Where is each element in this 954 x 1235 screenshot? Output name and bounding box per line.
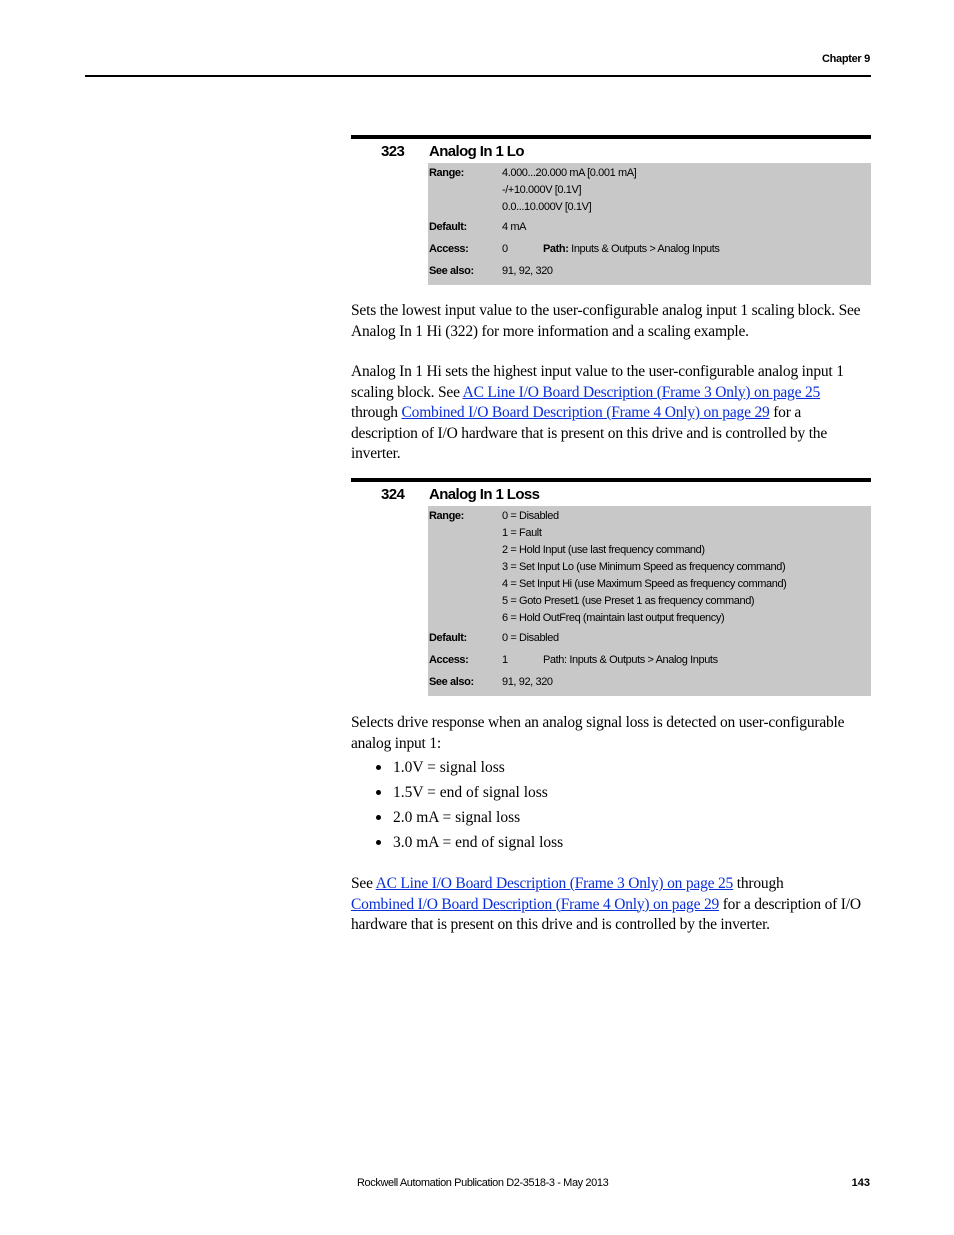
bullet-list bbox=[351, 755, 871, 855]
param-info-box bbox=[428, 163, 871, 285]
list-item-text: 1.0V = signal loss bbox=[393, 758, 505, 776]
access-label: Access: bbox=[429, 654, 469, 666]
paragraph-text: for a description of I/O hardware that is present on this drive and is controlled by the inverter. bbox=[351, 895, 861, 933]
access-row bbox=[428, 649, 871, 671]
link-combined-io[interactable]: Combined I/O Board Description (Frame 4 Only) on page 29 bbox=[401, 404, 770, 421]
range-line: 4 = Set Input Hi (use Maximum Speed as frequency command) bbox=[502, 578, 787, 590]
list-item-text: 2.0 mA = signal loss bbox=[393, 808, 521, 826]
param-324-block bbox=[351, 478, 871, 696]
range-row bbox=[428, 508, 871, 627]
range-line: 2 = Hold Input (use last frequency command) bbox=[502, 544, 705, 556]
list-item-text: 1.5V = end of signal loss bbox=[393, 783, 548, 801]
see-also-value: 91, 92, 320 bbox=[502, 265, 553, 277]
param-name: Analog In 1 Lo bbox=[429, 142, 524, 160]
see-also-label: See also: bbox=[429, 676, 474, 688]
access-value: 1 bbox=[502, 654, 508, 666]
paragraph-text: for a description of I/O hardware that is present on this drive and is controlled by the inverter. bbox=[351, 404, 828, 462]
paragraph-text: Sets the lowest input value to the user-configurable analog input 1 scaling block. See Analog In 1 Hi (322) for more information and a scaling example. bbox=[351, 302, 861, 340]
param-323-block bbox=[351, 135, 871, 285]
bullet-icon bbox=[376, 790, 381, 795]
range-line: 0 = Disabled bbox=[502, 510, 559, 522]
link-combined-io[interactable]: Combined I/O Board Description (Frame 4 Only) on page 29 bbox=[351, 895, 720, 913]
description-paragraph bbox=[351, 362, 871, 465]
description-paragraph bbox=[351, 301, 871, 342]
range-line: 1 = Fault bbox=[502, 527, 542, 539]
range-line: 3 = Set Input Lo (use Minimum Speed as frequency command) bbox=[502, 561, 786, 573]
list-item bbox=[351, 805, 871, 830]
range-line: 0.0...10.000V [0.1V] bbox=[502, 201, 592, 213]
access-label: Access: bbox=[429, 243, 469, 255]
see-also-label: See also: bbox=[429, 265, 474, 277]
see-also-value: 91, 92, 320 bbox=[502, 676, 553, 688]
param-name: Analog In 1 Loss bbox=[429, 485, 540, 503]
link-ac-line-io[interactable]: AC Line I/O Board Description (Frame 3 Only) on page 25 bbox=[462, 383, 821, 401]
description-paragraph bbox=[351, 713, 871, 754]
link-ac-line-io[interactable]: AC Line I/O Board Description (Frame 3 Only) on page 25 bbox=[375, 875, 734, 892]
paragraph-text: Selects drive response when an analog signal loss is detected on user-configurable analog input 1: bbox=[351, 714, 845, 752]
page-number: 143 bbox=[851, 1177, 870, 1189]
range-line: -/+10.000V [0.1V] bbox=[502, 184, 582, 196]
default-value: 4 mA bbox=[502, 221, 527, 233]
default-label: Default: bbox=[429, 632, 467, 644]
access-value: 0 bbox=[502, 243, 508, 255]
default-value: 0 = Disabled bbox=[502, 632, 559, 644]
list-item bbox=[351, 830, 871, 855]
range-line: 4.000...20.000 mA [0.001 mA] bbox=[502, 167, 637, 179]
path-label: Path: bbox=[543, 243, 569, 255]
default-label: Default: bbox=[429, 221, 467, 233]
default-row bbox=[428, 216, 871, 238]
list-item bbox=[351, 780, 871, 805]
range-label: Range: bbox=[429, 510, 464, 522]
range-label: Range: bbox=[429, 167, 464, 179]
list-item-text: 3.0 mA = end of signal loss bbox=[393, 833, 564, 851]
bullet-icon bbox=[376, 815, 381, 820]
description-paragraph bbox=[351, 874, 871, 936]
header-rule bbox=[85, 75, 871, 77]
see-also-row bbox=[428, 260, 871, 282]
paragraph-text: through bbox=[733, 875, 784, 892]
see-also-row bbox=[428, 671, 871, 693]
param-header bbox=[351, 482, 871, 506]
paragraph-text: See bbox=[351, 875, 376, 892]
path-value: Path: Inputs & Outputs > Analog Inputs bbox=[543, 654, 718, 666]
chapter-label: Chapter 9 bbox=[821, 53, 870, 65]
param-header bbox=[351, 139, 871, 163]
footer-publication: Rockwell Automation Publication D2-3518-3 - May 2013 bbox=[357, 1177, 609, 1189]
param-number: 324 bbox=[381, 485, 405, 503]
range-line: 5 = Goto Preset1 (use Preset 1 as frequency command) bbox=[502, 595, 755, 607]
range-row bbox=[428, 165, 871, 216]
bullet-icon bbox=[376, 840, 381, 845]
list-item bbox=[351, 755, 871, 780]
param-number: 323 bbox=[381, 142, 405, 160]
param-info-box bbox=[428, 506, 871, 696]
range-line: 6 = Hold OutFreq (maintain last output frequency) bbox=[502, 612, 725, 624]
paragraph-text: through bbox=[351, 404, 402, 421]
path-value: Inputs & Outputs > Analog Inputs bbox=[571, 243, 720, 255]
default-row bbox=[428, 627, 871, 649]
access-row bbox=[428, 238, 871, 260]
paragraph-text: Analog In 1 Hi sets the highest input value to the user-configurable analog input 1 scaling block. See bbox=[351, 363, 844, 401]
bullet-icon bbox=[376, 765, 381, 770]
